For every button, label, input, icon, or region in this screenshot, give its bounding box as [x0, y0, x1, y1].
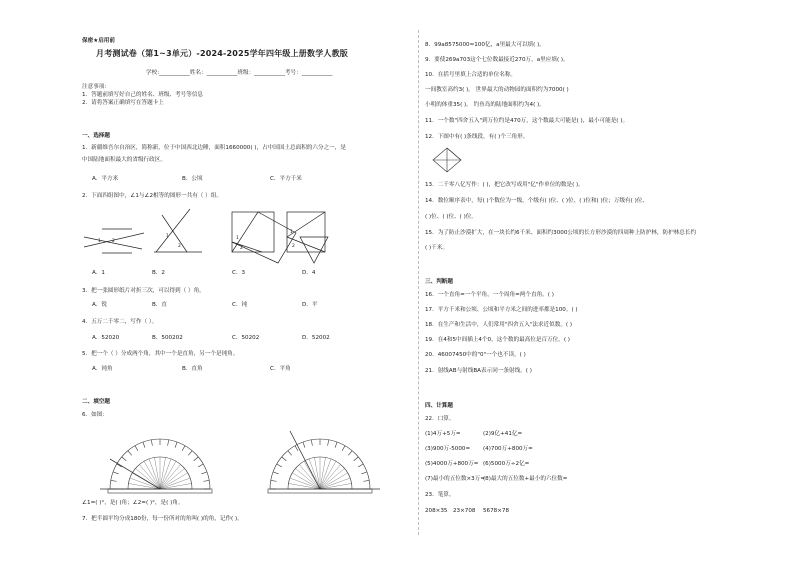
protractor-tick [151, 440, 152, 446]
q3-option-c: C．钝 [232, 302, 248, 308]
q15-line-b: ( )千米。 [425, 245, 448, 251]
protractor-tick [111, 480, 117, 481]
protractor-tick [198, 464, 203, 467]
protractor-right [268, 431, 380, 493]
protractor-tick [363, 480, 369, 481]
protractor-tick [288, 451, 292, 456]
q22: 22．口算。 [425, 416, 455, 422]
calc-4: (4)700万+800万= [483, 446, 533, 452]
section-judge-title: 三、判断题 [425, 279, 453, 285]
q1-option-c: C．平方千米 [270, 176, 302, 182]
protractor-tick [168, 440, 169, 446]
page-title: 月考测试卷（第1~3单元）-2024-2025学年四年级上册数学人教版 [96, 49, 349, 58]
q7: 7．把半圆平均分成180份，每一份所对的角叫( )的角，记作( )。 [82, 516, 243, 522]
protractor-figures [100, 425, 400, 495]
q1-option-a: A．平方米 [92, 176, 119, 182]
q1-line1: 1．新疆维吾尔自治区，简称新，位于中国西北边陲，面积1660000( )，占中国国土总面积的六分之一，是 [82, 145, 346, 151]
q23: 23．笔算。 [425, 492, 455, 498]
protractor-tick [188, 451, 192, 456]
secret-label: 保密★启用前 [82, 38, 115, 44]
section-calc-title: 四、计算题 [425, 403, 453, 409]
protractor-tick [277, 464, 282, 467]
section-choice-title: 一、选择题 [82, 133, 110, 139]
protractor-tick [358, 464, 363, 467]
note-2: 2．请将答案正确填写在答题卡上 [82, 100, 164, 106]
protractor-tick [194, 457, 199, 461]
q4-option-b: B．500202 [152, 335, 183, 341]
q2-stem: 2．下面四组图中，∠1与∠2相等的图形一共有（ ）组。 [82, 193, 222, 199]
q2-figures [82, 207, 412, 263]
q10-line-a: 一间教室高约3( )。 世界最大的动物园的面积约为7000( ) [425, 87, 569, 93]
judge-19: 19．在4和5中间插上4个0，这个数的最高位是百万位。( ) [425, 337, 570, 343]
written-3: 5678×78 [483, 508, 510, 514]
written-2: 23×708 [453, 508, 476, 514]
judge-17: 17．平方千米和公顷、公顷和平方米之间的进率都是100。( ) [425, 307, 578, 313]
q5-option-c: C．平角 [270, 366, 291, 372]
note-1: 1．答题前填写好自己的姓名、班级、考号等信息 [82, 92, 204, 98]
q14-line-a: 14．数位顺序表中，每( )个数位为一级，个级有( )位、( )位、( )位和( )位；万级有( )位、 [425, 198, 648, 204]
q1-option-b: B．公顷 [182, 176, 203, 182]
student-fields: 学校:___________姓名：___________班级：___________考号：___________ [146, 70, 333, 76]
section-fill-title: 二、填空题 [82, 399, 110, 405]
q5-option-a: A．钝角 [92, 366, 113, 372]
q4-option-a: A．52020 [92, 335, 120, 341]
q3-option-b: B．直 [152, 302, 168, 308]
q5-stem: 5．把一个（ ）分成两个角，其中一个是直角，另一个是钝角。 [82, 351, 239, 357]
q4-stem: 4．五万二千零二，写作（ ）。 [82, 319, 158, 325]
svg-text:2: 2 [112, 239, 115, 244]
q3-option-d: D．平 [302, 302, 318, 308]
protractor-tick [143, 442, 145, 448]
written-1: 208×35 [425, 508, 448, 514]
q3-stem: 3．把一张圆形纸片对折三次，可以得到（ ）角。 [82, 288, 205, 294]
q13: 13．二千零八亿写作：( )，把它改写成用"亿"作单位的数是( )。 [425, 182, 584, 188]
calc-7: (7)最小的五位数×3万= [425, 476, 486, 482]
judge-16: 16．一个直角=一个平角，一个周角=两个直角。( ) [425, 292, 554, 298]
svg-text:1: 1 [290, 230, 293, 235]
q2-option-d: D．4 [302, 270, 316, 276]
protractor-tick [311, 440, 312, 446]
protractor-tick [175, 442, 177, 448]
svg-text:1: 1 [98, 239, 101, 244]
q11: 11．一个数"四舍五入"到万位约是470万，这个数最大可能是( )，最小可能是( )。 [425, 118, 629, 124]
q2-option-c: C．3 [232, 270, 246, 276]
q4-option-c: C．50202 [232, 335, 260, 341]
calc-1: (1)4万+5万= [425, 431, 461, 437]
q10-line-b: 小明的体重35( )。 钓鱼岛的陆地面积约为4( )。 [425, 102, 545, 108]
q12: 12．下图中有( )条线段，有( )个三角形。 [425, 134, 529, 140]
q15-line-a: 15．为了防止沙漠扩大，在一块长约6千米、面积约3000公顷的长方形沙漠的四周种上防护林，防护林总长约 [425, 230, 697, 236]
protractor-tick [135, 446, 138, 451]
protractor-tick [182, 446, 185, 451]
judge-18: 18．在生产和生活中，人们常用"四舍五入"法求近似数。( ) [425, 322, 573, 328]
judge-20: 20．46007450中的"0"一个也不读。( ) [425, 352, 526, 358]
svg-text:2: 2 [240, 246, 243, 251]
calc-2: (2)9亿+41亿= [483, 431, 523, 437]
q2-option-b: B．2 [152, 270, 165, 276]
protractor-tick [271, 480, 277, 481]
column-divider [418, 30, 419, 535]
protractor-tick [113, 472, 119, 474]
q6-answer: ∠1=( )°，是( )角；∠2=( )°，是( )角。 [82, 500, 184, 506]
q2-option-a: A．1 [92, 270, 105, 276]
q6-stem: 6．如图： [82, 412, 108, 418]
q10: 10．在括号里填上合适的单位名称。 [425, 72, 517, 78]
calc-3: (3)900万-5000= [425, 446, 471, 452]
protractor-tick [282, 457, 287, 461]
q8: 8．99a8575000≈100亿，a里最大可以填( )。 [425, 42, 545, 48]
svg-text:1: 1 [236, 236, 239, 241]
protractor-tick [361, 472, 367, 474]
protractor-tick [342, 446, 345, 451]
q12-figure [431, 146, 467, 174]
protractor-tick [328, 440, 329, 446]
protractor-tick [335, 442, 337, 448]
calc-5: (5)4000万+800万= [425, 461, 479, 467]
svg-text:1: 1 [166, 234, 169, 239]
q14-line-b: ( )位、( )位、( )位。 [425, 214, 477, 220]
protractor-tick [201, 472, 207, 474]
calc-8: (8)最大的五位数+最小的六位数= [483, 476, 568, 482]
notes-label: 注意事项： [82, 84, 110, 90]
protractor-tick [354, 457, 359, 461]
q1-line2: 中国陆地面积最大的省级行政区。 [82, 157, 166, 163]
q4-option-d: D．52002 [302, 335, 330, 341]
protractor-tick [203, 480, 209, 481]
svg-text:2: 2 [178, 244, 181, 249]
protractor-tick [348, 451, 352, 456]
protractor-tick [273, 472, 279, 474]
svg-text:2: 2 [292, 244, 295, 249]
judge-21: 21．射线AB与射线BA表示同一条射线。( ) [425, 368, 532, 374]
q5-option-b: B．直角 [182, 366, 203, 372]
protractor-tick [122, 457, 127, 461]
protractor-left [100, 439, 212, 493]
protractor-tick [128, 451, 132, 456]
calc-6: (6)5000万÷2亿= [483, 461, 530, 467]
protractor-tick [295, 446, 298, 451]
protractor-tick [303, 442, 305, 448]
q3-option-a: A．锐 [92, 302, 108, 308]
q9: 9．要使269a703这个七位数最接近270万，a里应填( )。 [425, 57, 569, 63]
